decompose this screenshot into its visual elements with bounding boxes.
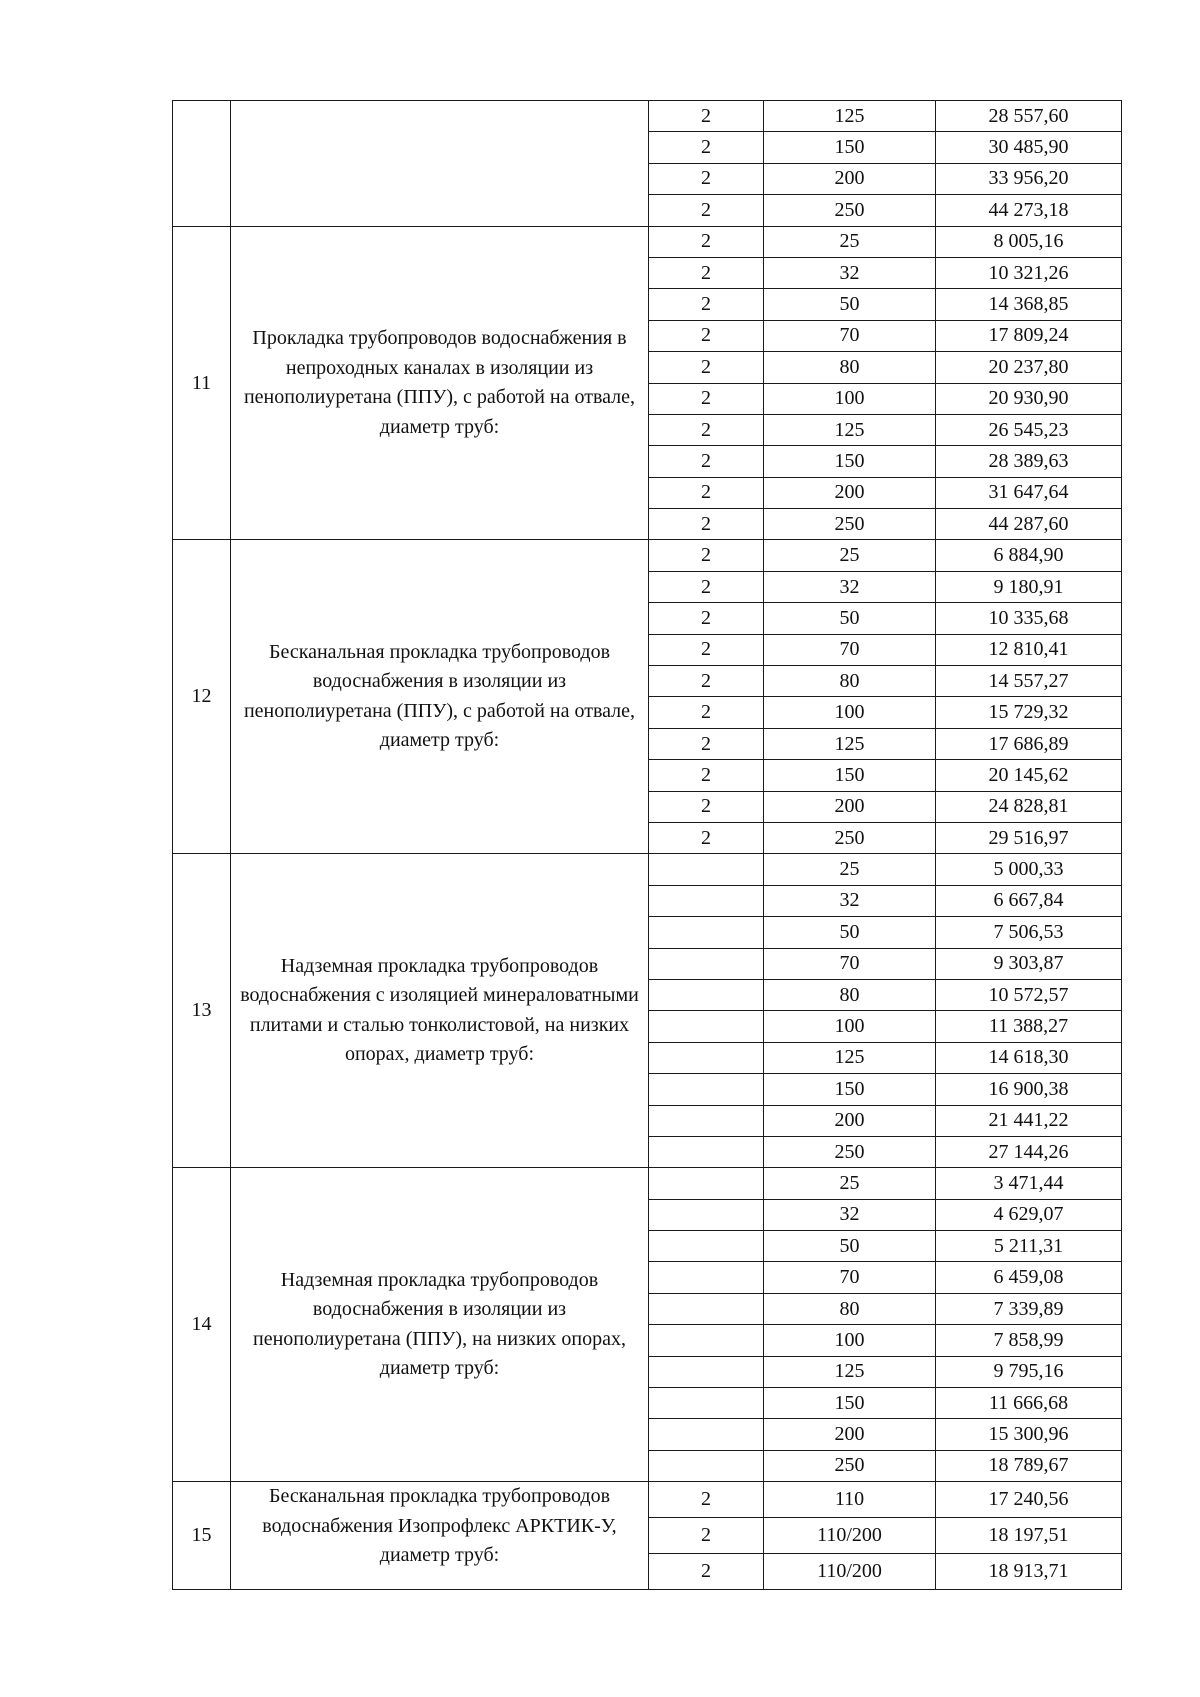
price-cell: 33 956,20: [936, 163, 1122, 194]
price-cell: 10 572,57: [936, 979, 1122, 1010]
price-cell: 29 516,97: [936, 822, 1122, 853]
pipe-diameter-cell: 80: [764, 979, 936, 1010]
pipe-diameter-cell: 100: [764, 383, 936, 414]
price-cell: 14 557,27: [936, 666, 1122, 697]
pipe-count-cell: 2: [649, 540, 764, 571]
pipe-count-cell: 2: [649, 289, 764, 320]
pipe-count-cell: [649, 917, 764, 948]
item-number: 14: [173, 1168, 231, 1482]
price-cell: 20 930,90: [936, 383, 1122, 414]
pipe-count-cell: 2: [649, 697, 764, 728]
price-cell: 17 809,24: [936, 320, 1122, 351]
pipe-count-cell: 2: [649, 226, 764, 257]
pipe-count-cell: 2: [649, 163, 764, 194]
pipe-diameter-cell: 32: [764, 571, 936, 602]
pipe-diameter-cell: 125: [764, 728, 936, 759]
pipe-diameter-cell: 50: [764, 603, 936, 634]
pipe-diameter-cell: 32: [764, 257, 936, 288]
table-row: [173, 226, 1122, 257]
pipe-diameter-cell: 125: [764, 101, 936, 132]
price-cell: 24 828,81: [936, 791, 1122, 822]
pipe-count-cell: 2: [649, 414, 764, 445]
pipe-count-cell: [649, 1293, 764, 1324]
price-cell: 5 211,31: [936, 1231, 1122, 1262]
pipe-diameter-cell: 250: [764, 822, 936, 853]
price-cell: 18 913,71: [936, 1554, 1122, 1590]
price-cell: 15 300,96: [936, 1419, 1122, 1450]
price-cell: 27 144,26: [936, 1136, 1122, 1167]
pipe-count-cell: [649, 979, 764, 1010]
pipe-count-cell: [649, 854, 764, 885]
price-cell: 20 237,80: [936, 352, 1122, 383]
pipe-count-cell: 2: [649, 509, 764, 540]
price-cell: 17 240,56: [936, 1482, 1122, 1518]
price-cell: 11 388,27: [936, 1011, 1122, 1042]
item-number: 11: [173, 226, 231, 540]
pipe-diameter-cell: 125: [764, 1042, 936, 1073]
pipe-count-cell: 2: [649, 760, 764, 791]
price-cell: 3 471,44: [936, 1168, 1122, 1199]
pipe-diameter-cell: 200: [764, 1105, 936, 1136]
pipe-count-cell: [649, 1105, 764, 1136]
item-number: 13: [173, 854, 231, 1168]
pipe-diameter-cell: 250: [764, 509, 936, 540]
pipe-count-cell: 2: [649, 383, 764, 414]
pipe-diameter-cell: 150: [764, 1074, 936, 1105]
price-cell: 9 180,91: [936, 571, 1122, 602]
pipe-diameter-cell: 70: [764, 320, 936, 351]
price-cell: 15 729,32: [936, 697, 1122, 728]
price-table-body: [173, 101, 1122, 1590]
pipe-diameter-cell: 150: [764, 1388, 936, 1419]
price-cell: 6 667,84: [936, 885, 1122, 916]
pipe-diameter-cell: 80: [764, 1293, 936, 1324]
price-cell: 14 368,85: [936, 289, 1122, 320]
pipe-count-cell: [649, 1042, 764, 1073]
price-cell: 18 197,51: [936, 1518, 1122, 1554]
pipe-diameter-cell: 150: [764, 132, 936, 163]
price-cell: 26 545,23: [936, 414, 1122, 445]
pipe-diameter-cell: 200: [764, 477, 936, 508]
table-row: [173, 1482, 1122, 1518]
price-cell: 5 000,33: [936, 854, 1122, 885]
pipe-diameter-cell: 70: [764, 1262, 936, 1293]
price-cell: 28 557,60: [936, 101, 1122, 132]
pipe-count-cell: 2: [649, 571, 764, 602]
price-cell: 20 145,62: [936, 760, 1122, 791]
pipe-diameter-cell: 50: [764, 289, 936, 320]
pipe-diameter-cell: 150: [764, 760, 936, 791]
pipe-count-cell: 2: [649, 1518, 764, 1554]
pipe-count-cell: 2: [649, 791, 764, 822]
pipe-diameter-cell: 25: [764, 226, 936, 257]
pipe-diameter-cell: 125: [764, 414, 936, 445]
item-description: Бесканальная прокладка трубопроводов водоснабжения Изопрофлекс АРКТИК-У, диаметр труб:: [231, 1482, 649, 1590]
pipe-diameter-cell: 50: [764, 1231, 936, 1262]
pipe-count-cell: 2: [649, 101, 764, 132]
pipe-count-cell: [649, 1356, 764, 1387]
pipe-count-cell: 2: [649, 666, 764, 697]
price-cell: 7 339,89: [936, 1293, 1122, 1324]
pipe-diameter-cell: 100: [764, 1011, 936, 1042]
price-cell: 10 321,26: [936, 257, 1122, 288]
pipe-count-cell: [649, 1262, 764, 1293]
price-table: [172, 100, 1122, 1590]
table-row: [173, 1168, 1122, 1199]
pipe-count-cell: 2: [649, 352, 764, 383]
pipe-count-cell: [649, 1450, 764, 1481]
pipe-diameter-cell: 110: [764, 1482, 936, 1518]
pipe-diameter-cell: 125: [764, 1356, 936, 1387]
price-cell: 8 005,16: [936, 226, 1122, 257]
pipe-count-cell: [649, 1325, 764, 1356]
pipe-diameter-cell: 70: [764, 634, 936, 665]
pipe-diameter-cell: 100: [764, 1325, 936, 1356]
item-description: [231, 101, 649, 227]
pipe-count-cell: 2: [649, 257, 764, 288]
pipe-count-cell: 2: [649, 195, 764, 226]
price-cell: 30 485,90: [936, 132, 1122, 163]
pipe-count-cell: [649, 1388, 764, 1419]
item-description: Прокладка трубопроводов водоснабжения в непроходных каналах в изоляции из пенополиуретана (ППУ), с работой на отвале, диаметр труб:: [231, 226, 649, 540]
price-cell: 14 618,30: [936, 1042, 1122, 1073]
pipe-count-cell: [649, 885, 764, 916]
pipe-count-cell: 2: [649, 728, 764, 759]
pipe-count-cell: [649, 948, 764, 979]
pipe-diameter-cell: 200: [764, 163, 936, 194]
price-cell: 9 795,16: [936, 1356, 1122, 1387]
table-row: [173, 540, 1122, 571]
pipe-count-cell: 2: [649, 634, 764, 665]
pipe-diameter-cell: 110/200: [764, 1518, 936, 1554]
price-cell: 31 647,64: [936, 477, 1122, 508]
table-row: [173, 854, 1122, 885]
price-cell: 10 335,68: [936, 603, 1122, 634]
pipe-diameter-cell: 250: [764, 1450, 936, 1481]
pipe-diameter-cell: 200: [764, 791, 936, 822]
price-cell: 4 629,07: [936, 1199, 1122, 1230]
pipe-diameter-cell: 25: [764, 540, 936, 571]
pipe-count-cell: [649, 1199, 764, 1230]
pipe-count-cell: [649, 1011, 764, 1042]
price-cell: 6 459,08: [936, 1262, 1122, 1293]
pipe-diameter-cell: 250: [764, 195, 936, 226]
pipe-diameter-cell: 100: [764, 697, 936, 728]
pipe-diameter-cell: 110/200: [764, 1554, 936, 1590]
price-cell: 44 273,18: [936, 195, 1122, 226]
price-cell: 7 506,53: [936, 917, 1122, 948]
pipe-count-cell: 2: [649, 132, 764, 163]
pipe-diameter-cell: 32: [764, 885, 936, 916]
item-number: 15: [173, 1482, 231, 1590]
price-cell: 28 389,63: [936, 446, 1122, 477]
pipe-diameter-cell: 50: [764, 917, 936, 948]
pipe-count-cell: 2: [649, 477, 764, 508]
pipe-count-cell: [649, 1231, 764, 1262]
pipe-diameter-cell: 80: [764, 352, 936, 383]
pipe-count-cell: 2: [649, 446, 764, 477]
pipe-diameter-cell: 80: [764, 666, 936, 697]
pipe-count-cell: [649, 1168, 764, 1199]
price-cell: 44 287,60: [936, 509, 1122, 540]
price-cell: 18 789,67: [936, 1450, 1122, 1481]
item-description: Надземная прокладка трубопроводов водоснабжения в изоляции из пенополиуретана (ППУ), на низких опорах, диаметр труб:: [231, 1168, 649, 1482]
pipe-diameter-cell: 32: [764, 1199, 936, 1230]
pipe-diameter-cell: 25: [764, 854, 936, 885]
pipe-diameter-cell: 250: [764, 1136, 936, 1167]
price-cell: 16 900,38: [936, 1074, 1122, 1105]
price-cell: 21 441,22: [936, 1105, 1122, 1136]
pipe-count-cell: [649, 1074, 764, 1105]
pipe-count-cell: 2: [649, 603, 764, 634]
pipe-count-cell: 2: [649, 1482, 764, 1518]
pipe-diameter-cell: 150: [764, 446, 936, 477]
pipe-count-cell: [649, 1419, 764, 1450]
pipe-count-cell: [649, 1136, 764, 1167]
item-description: Бесканальная прокладка трубопроводов водоснабжения в изоляции из пенополиуретана (ППУ), с работой на отвале, диаметр труб:: [231, 540, 649, 854]
item-number: 12: [173, 540, 231, 854]
price-cell: 6 884,90: [936, 540, 1122, 571]
item-description: Надземная прокладка трубопроводов водоснабжения с изоляцией минераловатными плитами и сталью тонколистовой, на низких опорах, диаметр труб:: [231, 854, 649, 1168]
pipe-count-cell: 2: [649, 822, 764, 853]
item-number: [173, 101, 231, 227]
pipe-count-cell: 2: [649, 320, 764, 351]
pipe-diameter-cell: 200: [764, 1419, 936, 1450]
pipe-count-cell: 2: [649, 1554, 764, 1590]
price-cell: 17 686,89: [936, 728, 1122, 759]
price-cell: 7 858,99: [936, 1325, 1122, 1356]
price-cell: 11 666,68: [936, 1388, 1122, 1419]
price-cell: 12 810,41: [936, 634, 1122, 665]
table-row: [173, 101, 1122, 132]
price-cell: 9 303,87: [936, 948, 1122, 979]
pipe-diameter-cell: 25: [764, 1168, 936, 1199]
pipe-diameter-cell: 70: [764, 948, 936, 979]
